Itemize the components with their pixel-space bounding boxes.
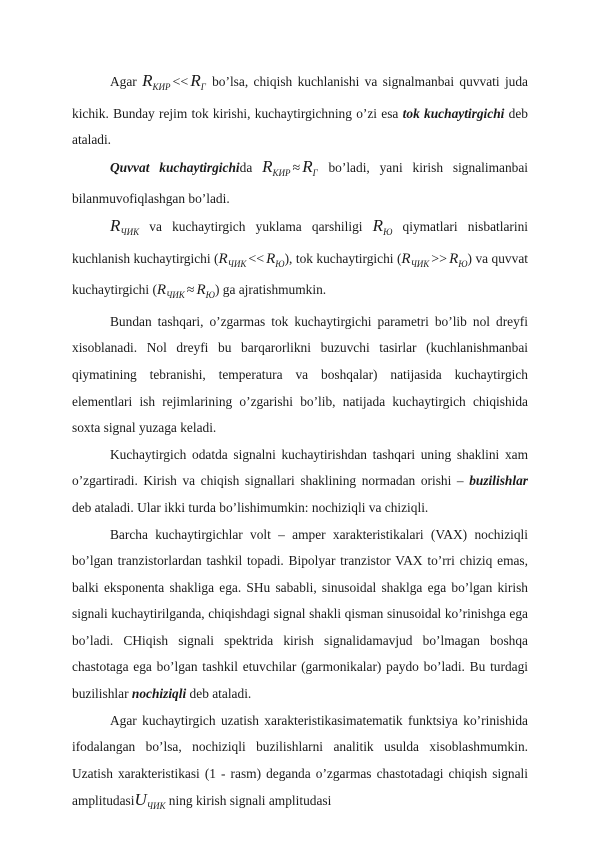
term-current-amplifier: tok kuchaytirgichi	[402, 105, 505, 121]
formula-load-resistance: $R_Ю$	[372, 215, 393, 237]
formula-voltage-amp-condition: $R_{ЧИК} << R_Ю$	[218, 250, 285, 269]
paragraph-power-amplifier	[72, 154, 528, 213]
text-span: deb ataladi. Ular ikki turda bo’lishimumkin: nochiziqli va chiziqli.	[72, 499, 429, 515]
formula-current-amp-condition: $R_{ЧИК} >> R_Ю$	[401, 250, 468, 269]
term-power-amplifier: Quvvat kuchaytirgichi	[110, 159, 240, 175]
term-nonlinear: nochiziqli	[131, 686, 187, 702]
formula-power-amp-condition: $R_{ЧИК} \approx R_Ю$	[156, 282, 215, 301]
paragraph-nonlinear-distortions	[72, 522, 528, 708]
text-span: ) ga ajratishmumkin.	[214, 282, 327, 298]
paragraph-resistance-ratios	[72, 213, 528, 309]
term-distortions: buzilishlar	[469, 473, 528, 489]
paragraph-distortions	[72, 442, 528, 522]
text-span: ) va quvvat kuchaytirgichi (	[72, 250, 528, 298]
paragraph-zero-drift: Bundan tashqari, o’zgarmas tok kuchaytirgichi parametri bo’lib nol dreyfi xisoblanadi. Nol dreyfi bu barqarorlikni buzuvchi tasirlar (kuchlanishmanbai qiymatining tebranishi, temperatura va boshqalar) natijasida kuchaytirgich elementlari ish rejimlarining o’zgarishi bo’lib, natijada kuchaytirgich chiqishida soxta signal yuzaga keladi.	[72, 313, 528, 436]
text-span: va kuchaytirgich yuklama qarshiligi	[139, 218, 373, 234]
text-span: qiymatlari nisbatlarini kuchlanish kuchaytirgichi (	[72, 218, 528, 266]
text-span: Agar kuchaytirgich uzatish xarakteristikasimatematik funktsiya ko’rinishida ifodalangan bo’lsa, nochiziqli buzilishlarni analitik usulda xisoblashmumkin. Uzatish xarakteristikasi (1 - rasm) deganda o’zgarmas chastotadagi chiqish signali amplitudasi	[72, 712, 528, 809]
text-span: da	[239, 159, 263, 175]
text-span: ning kirish signali amplitudasi	[165, 793, 332, 809]
formula-output-amplitude: $U_{ЧИК}$	[134, 790, 166, 812]
text-span: deb ataladi.	[186, 686, 252, 702]
paragraph-current-gain	[72, 68, 528, 154]
text-span: ), tok kuchaytirgichi (	[284, 250, 402, 266]
formula-output-resistance: $R_{ЧИК}$	[110, 215, 140, 237]
formula-input-lt-source: $R_{KИР} << R_Г$	[142, 71, 206, 92]
text-span: Agar	[110, 74, 143, 89]
text-span: deb ataladi.	[72, 105, 528, 148]
text-span: bo’lsa, chiqish kuchlanishi va signalmanbai quvvati juda kichik. Bunday rejim tok kirishi, kuchaytirgichning o’zi esa	[72, 74, 529, 121]
text-span: Barcha kuchaytirgichlar volt – amper xarakteristikalari (VAX) nochiziqli bo’lgan tranzistorlardan tashkil topadi. Bipolyar tranzistor VAX to’rri chiziq emas, balki eksponenta shakliga ega. SHu sababli, sinusoidal shaklga ega bo’lgan kirish signali kuchaytirilganda, chiqishdagi signal shakli qisman sinusoidal ko’rinishga ega bo’ladi. CHiqish signali spektrida kirish signalidamavjud bo’lmagan boshqa chastotaga ega bo’lgan tashkil etuvchilar (garmonikalar) paydo bo’ladi. Bu turdagi buzilishlar	[72, 526, 528, 702]
formula-input-approx-source: $R_{KИР} \approx R_Г$	[262, 156, 318, 178]
text-span: bo’ladi, yani kirish signalimanbai bilanmuvofiqlashgan bo’ladi.	[72, 159, 528, 207]
paragraph-transfer-characteristic	[72, 708, 528, 820]
text-span: Kuchaytirgich odatda signalni kuchaytirishdan tashqari uning shaklini xam o’zgartiradi. Kirish va chiqish signallari shaklining normadan orishi –	[72, 446, 528, 489]
